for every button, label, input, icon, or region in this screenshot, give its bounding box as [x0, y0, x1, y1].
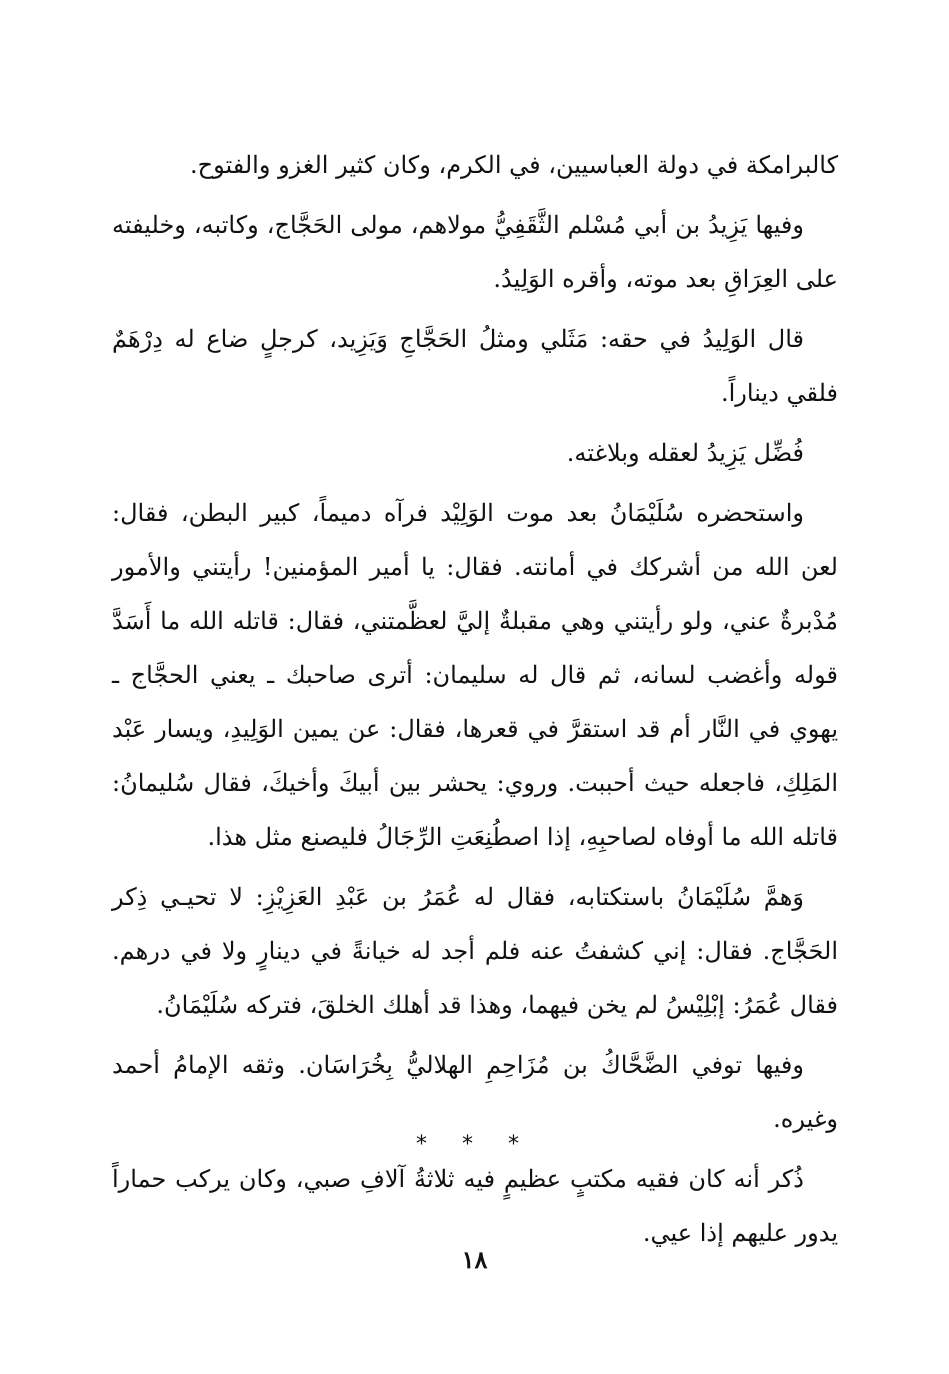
paragraph-sulayman-summons: واستحضره سُلَيْمَانُ بعد موت الوَلِيْد فرآه دميماً، كبير البطن، فقال: لعن الله من أشركك في أمانته. فقال: يا أمير المؤمنين! رأيتني والأمور مُدْبرةٌ عني، ولو رأيتني وهي مقبلةٌ إليَّ لعظَّمتني، فقال: قاتله الله ما أَسَدَّ قوله وأغضب لسانه، ثم قال له سليمان: أترى صاحبك ـ يعني الحجَّاج ـ يهوي في النَّار أم قد استقرَّ في قعرها، فقال: عن يمين الوَلِيدِ، ويسار عَبْد المَلِكِ، فاجعله حيث أحببت. وروي: يحشر بين أبيكَ وأخيكَ، فقال سُليمانُ: قاتله الله ما أوفاه لصاحبِهِ، إذا اصطُنِعَتِ الرِّجَالُ فليصنع مثل هذا.: [112, 499, 838, 851]
paragraph-yazid-intro: وفيها يَزِيدُ بن أبي مُسْلم الثَّقَفِيُّ مولاهم، مولى الحَجَّاج، وكاتبه، وخليفته على العِرَاقِ بعد موته، وأقره الوَلِيدُ.: [112, 211, 838, 293]
paragraph-dahhak-death: وفيها توفي الضَّحَّاكُ بن مُزَاحِمِ الهلاليُّ بِخُرَاسَان. وثقه الإمامُ أحمد وغيره.: [112, 1051, 838, 1133]
paragraph-dahhak-school: ذُكر أنه كان فقيه مكتبٍ عظيمٍ فيه ثلاثةُ آلافِ صبي، وكان يركب حماراً يدور عليهم إذا عيي.: [112, 1165, 838, 1247]
section-separator: * * *: [416, 1132, 533, 1157]
paragraph-yazid-virtue: فُضِّل يَزِيدُ لعقله وبلاغته.: [566, 439, 804, 467]
paragraph-continuation: كالبرامكة في دولة العباسيين، في الكرم، وكان كثير الغزو والفتوح.: [189, 151, 838, 179]
paragraph-umar-advice: وَهمَّ سُلَيْمَانُ باستكتابه، فقال له عُمَرُ بن عَبْدِ العَزِيْزِ: لا تحيـي ذِكر الحَجَّاج. فقال: إني كشفتُ عنه فلم أجد له خيانةً في دينارٍ ولا في درهم. فقال عُمَرُ: إبْلِيْسُ لم يخن فيهما، وهذا قد أهلك الخلقَ، فتركه سُلَيْمَانُ.: [112, 883, 839, 1019]
body-text: [112, 138, 838, 1266]
page-number: ١٨: [461, 1245, 488, 1274]
paragraph-walid-quote: قال الوَلِيدُ في حقه: مَثَلي ومثلُ الحَجَّاجِ وَيَزِيد، كرجلٍ ضاع له دِرْهَمٌ فلقي ديناراً.: [112, 325, 838, 407]
